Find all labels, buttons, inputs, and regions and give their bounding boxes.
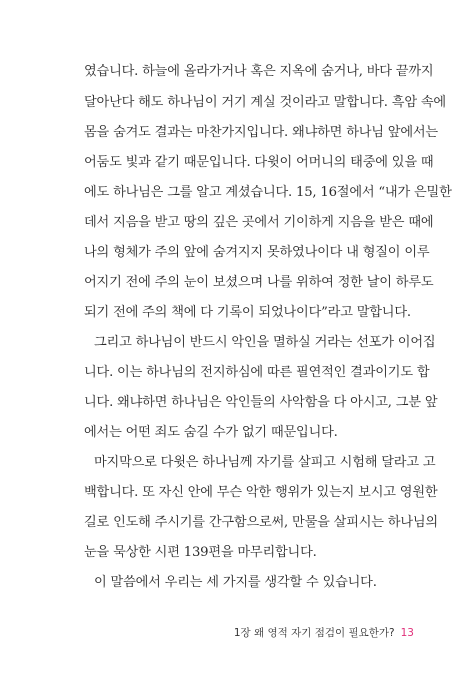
body-line-paragraph-start: 마지막으로 다윗은 하나님께 자기를 살피고 시험해 달라고 고 [94, 455, 436, 470]
body-line: 어둠도 빛과 같기 때문입니다. 다윗이 어머니의 태중에 있을 때 [84, 155, 434, 170]
body-line-paragraph-start: 그리고 하나님이 반드시 악인을 멸하실 거라는 선포가 이어집 [94, 335, 436, 350]
body-line: 백합니다. 또 자신 안에 무슨 악한 행위가 있는지 보시고 영원한 [84, 485, 438, 500]
body-line: 눈을 묵상한 시편 139편을 마무리합니다. [84, 545, 317, 560]
body-line: 어지기 전에 주의 눈이 보셨으며 나를 위하여 정한 날이 하루도 [84, 275, 434, 290]
body-line: 였습니다. 하늘에 올라가거나 혹은 지옥에 숨거나, 바다 끝까지 [84, 64, 434, 79]
body-line: 니다. 이는 하나님의 전지하심에 따른 필연적인 결과이기도 합 [84, 365, 430, 380]
body-line: 에도 하나님은 그를 알고 계셨습니다. 15, 16절에서 “내가 은밀한 [84, 185, 452, 200]
body-line: 길로 인도해 주시기를 간구함으로써, 만물을 살피시는 하나님의 [84, 515, 438, 530]
chapter-title: 1장 왜 영적 자기 점검이 필요한가? [233, 627, 395, 639]
body-line: 나의 형체가 주의 앞에 숨겨지지 못하였나이다 내 형질이 이루 [84, 245, 430, 260]
body-line-paragraph-start: 이 말씀에서 우리는 세 가지를 생각할 수 있습니다. [94, 575, 377, 590]
body-line: 몸을 숨겨도 결과는 마찬가지입니다. 왜냐하면 하나님 앞에서는 [84, 125, 438, 140]
body-line: 니다. 왜냐하면 하나님은 악인들의 사악함을 다 아시고, 그분 앞 [84, 395, 438, 410]
body-line: 달아난다 해도 하나님이 거기 계실 것이라고 말합니다. 흑암 속에 [84, 95, 446, 110]
body-line: 에서는 어떤 죄도 숨길 수가 없기 때문입니다. [84, 425, 338, 440]
body-line: 데서 지음을 받고 땅의 깊은 곳에서 기이하게 지음을 받은 때에 [84, 215, 434, 230]
body-line: 되기 전에 주의 책에 다 기록이 되었나이다”라고 말합니다. [84, 305, 411, 320]
running-footer [234, 625, 414, 640]
page-number: 13 [400, 627, 414, 639]
